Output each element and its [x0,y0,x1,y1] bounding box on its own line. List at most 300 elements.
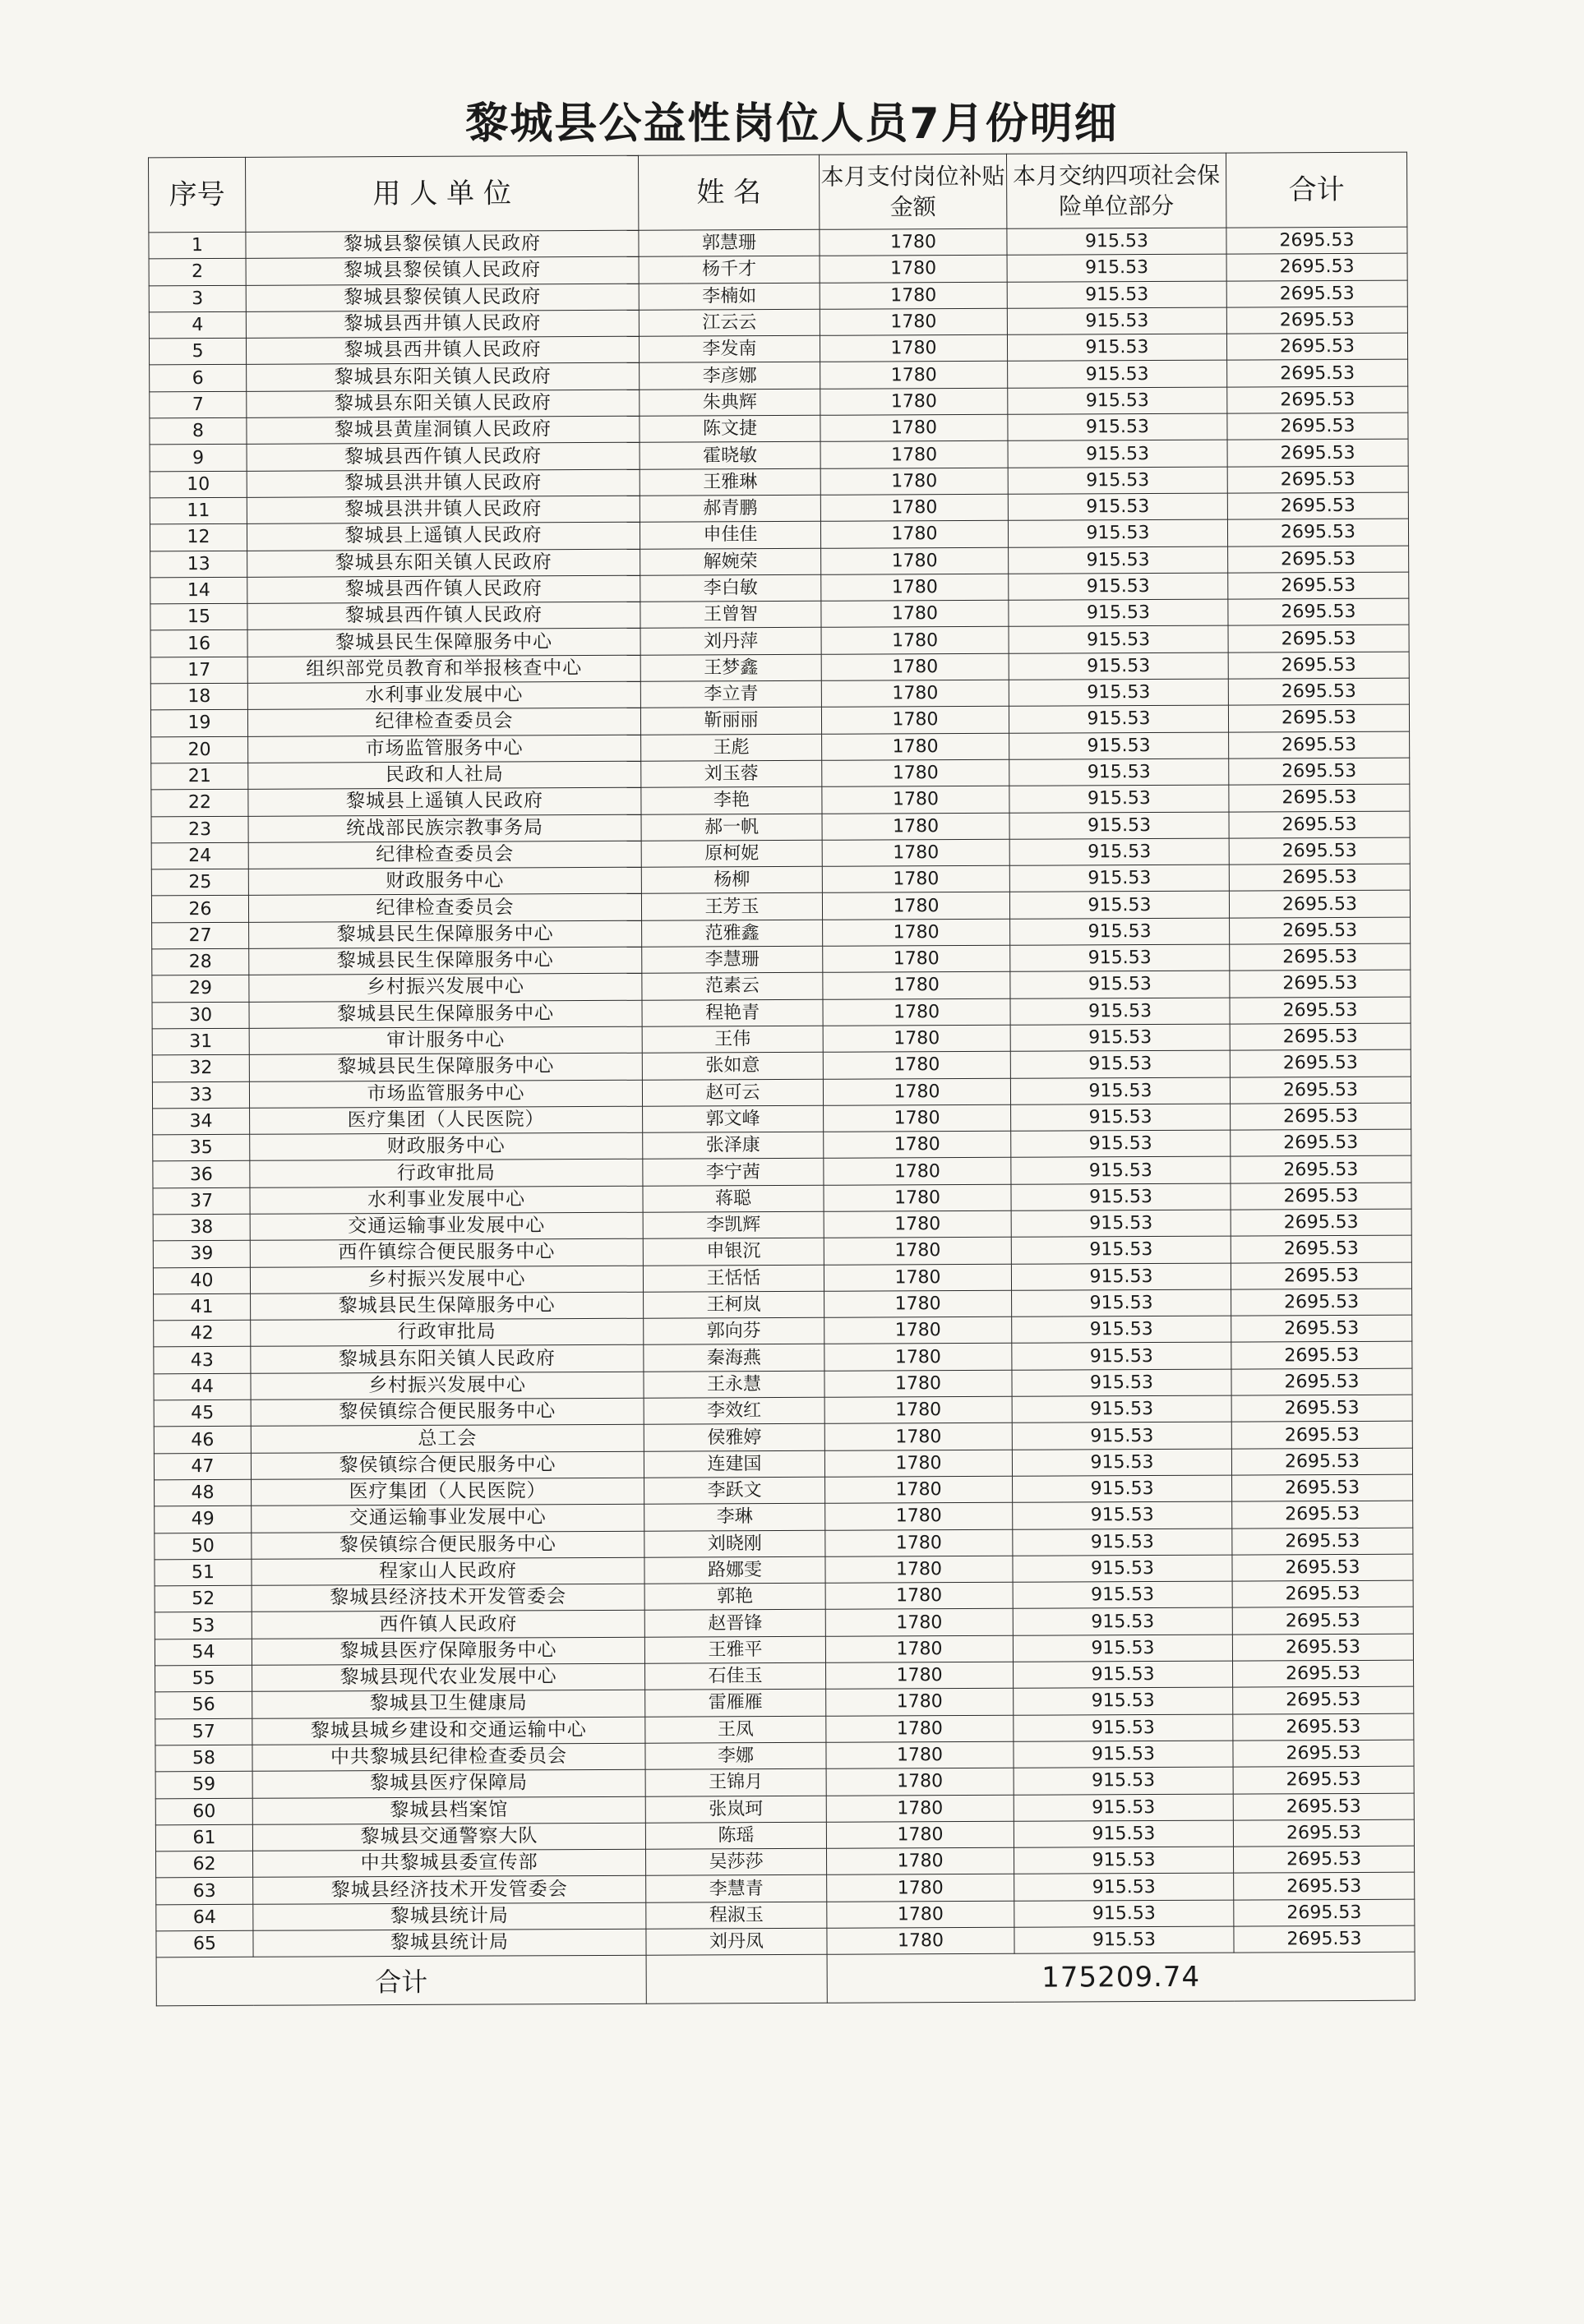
row-name: 程艳青 [642,999,823,1026]
row-total: 2695.53 [1230,970,1411,997]
row-insurance: 915.53 [1014,1900,1234,1927]
row-insurance: 915.53 [1010,1024,1230,1051]
row-total: 2695.53 [1233,1713,1414,1741]
row-subsidy: 1780 [824,1184,1011,1211]
row-total: 2695.53 [1232,1607,1413,1635]
row-subsidy: 1780 [825,1609,1013,1636]
row-subsidy: 1780 [824,1450,1012,1477]
header-seq: 序号 [149,157,246,233]
row-seq: 42 [154,1320,251,1347]
row-insurance: 915.53 [1009,865,1229,892]
row-insurance: 915.53 [1007,281,1226,308]
row-subsidy: 1780 [824,1264,1011,1291]
row-total: 2695.53 [1232,1580,1413,1607]
row-total: 2695.53 [1232,1634,1413,1661]
row-total: 2695.53 [1231,1103,1411,1130]
row-subsidy: 1780 [825,1582,1013,1609]
row-unit: 医疗集团（人民医院） [252,1478,644,1506]
row-name: 吴莎莎 [645,1848,826,1875]
row-seq: 7 [150,391,247,418]
row-insurance: 915.53 [1008,493,1227,520]
row-seq: 52 [155,1585,252,1612]
row-insurance: 915.53 [1014,1687,1233,1714]
row-insurance: 915.53 [1013,1501,1232,1529]
row-unit: 黎城县民生保障服务中心 [249,1000,642,1028]
row-total: 2695.53 [1227,492,1408,519]
row-insurance: 915.53 [1011,1156,1231,1183]
row-subsidy: 1780 [823,1051,1010,1078]
row-unit: 黎城县上遥镇人民政府 [248,787,641,815]
row-unit: 乡村振兴发展中心 [250,1266,643,1293]
row-seq: 38 [153,1214,250,1241]
row-unit: 审计服务中心 [249,1026,642,1054]
row-total: 2695.53 [1233,1846,1414,1873]
row-seq: 1 [149,232,246,259]
row-unit: 黎城县交通警察大队 [252,1823,645,1851]
row-name: 李宁茜 [643,1159,824,1186]
row-insurance: 915.53 [1014,1874,1234,1901]
header-total: 合计 [1226,152,1406,228]
row-total: 2695.53 [1229,837,1410,865]
row-name: 路娜雯 [644,1556,825,1584]
row-subsidy: 1780 [826,1662,1014,1689]
row-name: 李立青 [640,680,821,708]
row-insurance: 915.53 [1009,892,1229,919]
row-total: 2695.53 [1233,1819,1414,1847]
row-seq: 34 [153,1108,250,1135]
row-total: 2695.53 [1234,1925,1415,1953]
row-unit: 黎城县医疗保障服务中心 [252,1637,644,1665]
row-name: 霍晓敏 [640,442,820,469]
row-insurance: 915.53 [1011,1263,1231,1290]
row-total: 2695.53 [1230,1049,1411,1077]
row-unit: 黎城县民生保障服务中心 [249,1053,642,1081]
row-total: 2695.53 [1231,1209,1411,1236]
row-insurance: 915.53 [1009,759,1229,786]
row-name: 王恬恬 [643,1265,824,1292]
row-total: 2695.53 [1232,1528,1413,1555]
total-row [156,1952,1415,2006]
row-unit: 行政审批局 [251,1318,644,1346]
row-seq: 54 [155,1639,252,1666]
row-subsidy: 1780 [826,1768,1014,1795]
row-total: 2695.53 [1227,519,1408,546]
row-seq: 10 [150,471,247,498]
row-total: 2695.53 [1228,546,1409,573]
row-unit: 黎城县统计局 [253,1902,646,1930]
row-unit: 市场监管服务中心 [248,735,641,763]
row-seq: 32 [152,1055,249,1082]
row-insurance: 915.53 [1007,254,1226,281]
row-seq: 50 [155,1533,252,1560]
row-unit: 黎侯镇综合便民服务中心 [251,1451,644,1479]
row-subsidy: 1780 [821,600,1009,627]
row-unit: 黎城县西井镇人民政府 [246,310,639,338]
row-seq: 8 [150,417,247,445]
row-name: 石佳玉 [645,1662,826,1690]
row-insurance: 915.53 [1008,361,1227,388]
row-name: 李慧青 [646,1875,827,1902]
row-insurance: 915.53 [1012,1369,1231,1396]
row-unit: 水利事业发展中心 [247,681,640,709]
row-unit: 交通运输事业发展中心 [252,1504,644,1532]
row-insurance: 915.53 [1014,1794,1233,1821]
row-subsidy: 1780 [822,839,1009,866]
row-name: 赵可云 [642,1079,823,1106]
row-total: 2695.53 [1228,652,1409,679]
row-subsidy: 1780 [824,1370,1012,1397]
row-total: 2695.53 [1227,440,1408,467]
row-name: 郭艳 [644,1583,825,1610]
row-unit: 黎城县东阳关镇人民政府 [247,363,640,391]
row-subsidy: 1780 [824,1104,1011,1132]
row-total: 2695.53 [1229,731,1410,759]
row-total: 2695.53 [1228,704,1409,731]
row-name: 张泽康 [643,1132,824,1159]
row-total: 2695.53 [1233,1660,1414,1687]
row-insurance: 915.53 [1012,1422,1231,1449]
row-seq: 23 [151,816,248,843]
row-subsidy: 1780 [821,547,1009,574]
row-seq: 39 [153,1241,250,1268]
row-seq: 47 [154,1453,251,1480]
row-total: 2695.53 [1230,1077,1411,1104]
row-seq: 36 [153,1161,250,1188]
row-unit: 黎城县东阳关镇人民政府 [247,549,640,577]
row-subsidy: 1780 [824,1290,1012,1317]
row-unit: 黎城县东阳关镇人民政府 [251,1345,644,1373]
row-name: 王凤 [645,1716,826,1743]
row-subsidy: 1780 [827,1874,1014,1902]
row-unit: 总工会 [251,1425,644,1453]
row-total: 2695.53 [1234,1899,1415,1926]
row-unit: 黎城县城乡建设和交通运输中心 [252,1717,645,1745]
row-seq: 9 [150,445,247,472]
row-total: 2695.53 [1227,386,1408,413]
row-unit: 纪律检查委员会 [248,841,641,869]
row-name: 李慧珊 [642,946,823,973]
row-insurance: 915.53 [1007,334,1226,361]
row-seq: 44 [154,1373,251,1400]
grand-total: 175209.74 [827,1952,1415,2003]
row-subsidy: 1780 [824,1238,1011,1265]
row-unit: 黎城县西井镇人民政府 [246,336,639,364]
row-seq: 2 [149,259,246,286]
row-subsidy: 1780 [827,1927,1014,1954]
row-name: 李娜 [645,1742,826,1769]
row-insurance: 915.53 [1014,1741,1233,1768]
row-subsidy: 1780 [820,414,1008,441]
row-seq: 59 [155,1772,252,1799]
row-insurance: 915.53 [1011,1104,1231,1131]
row-name: 李发南 [639,335,820,362]
row-seq: 6 [150,365,247,392]
row-seq: 3 [149,285,246,312]
row-insurance: 915.53 [1010,998,1230,1025]
row-subsidy: 1780 [820,308,1007,335]
row-subsidy: 1780 [824,1158,1011,1185]
row-total: 2695.53 [1233,1686,1414,1713]
row-insurance: 915.53 [1013,1581,1232,1608]
row-subsidy: 1780 [822,759,1009,786]
row-seq: 53 [155,1612,252,1639]
row-seq: 49 [155,1506,252,1533]
row-subsidy: 1780 [825,1476,1013,1503]
row-total: 2695.53 [1234,1873,1415,1900]
row-insurance: 915.53 [1008,413,1227,440]
row-insurance: 915.53 [1014,1661,1233,1688]
row-subsidy: 1780 [826,1715,1014,1742]
row-subsidy: 1780 [825,1635,1013,1662]
row-name: 王彪 [641,734,822,761]
row-insurance: 915.53 [1007,228,1226,255]
row-subsidy: 1780 [826,1821,1014,1848]
row-insurance: 915.53 [1013,1555,1232,1582]
row-name: 陈瑶 [645,1822,826,1849]
row-insurance: 915.53 [1009,679,1228,706]
row-total: 2695.53 [1231,1129,1411,1156]
row-total: 2695.53 [1229,758,1410,785]
row-unit: 黎侯镇综合便民服务中心 [251,1398,644,1426]
row-seq: 61 [155,1824,252,1851]
row-name: 蒋聪 [643,1185,824,1212]
row-insurance: 915.53 [1009,573,1228,600]
row-insurance: 915.53 [1013,1608,1232,1635]
row-unit: 黎城县黎侯镇人民政府 [246,257,639,285]
row-seq: 65 [156,1930,253,1957]
row-insurance: 915.53 [1009,785,1229,812]
row-insurance: 915.53 [1009,652,1228,680]
row-unit: 西仵镇人民政府 [252,1611,644,1639]
row-insurance: 915.53 [1010,1077,1230,1104]
document-title: 黎城县公益性岗位人员7月份明细 [465,99,1119,149]
row-subsidy: 1780 [821,627,1009,654]
row-unit: 乡村振兴发展中心 [251,1372,644,1399]
row-seq: 29 [152,975,249,1003]
row-seq: 15 [150,603,247,630]
row-unit: 黎城县档案馆 [252,1796,645,1824]
row-subsidy: 1780 [820,256,1007,283]
row-name: 解婉荣 [640,548,821,575]
row-subsidy: 1780 [822,892,1009,920]
row-total: 2695.53 [1230,997,1411,1024]
row-subsidy: 1780 [824,1396,1012,1423]
row-name: 朱典辉 [640,389,820,416]
row-unit: 黎城县洪井镇人民政府 [247,469,640,497]
row-unit: 黎城县西仵镇人民政府 [247,443,640,471]
row-unit: 纪律检查委员会 [248,894,641,922]
row-unit: 黎城县上遥镇人民政府 [247,523,640,551]
row-unit: 黎城县东阳关镇人民政府 [247,390,640,417]
row-seq: 35 [153,1134,250,1161]
row-unit: 黎城县医疗保障局 [252,1769,645,1797]
row-seq: 58 [155,1745,252,1772]
row-subsidy: 1780 [824,1316,1012,1344]
header-row [149,152,1407,233]
row-name: 王永慧 [644,1371,824,1398]
row-unit: 黎城县民生保障服务中心 [249,947,642,975]
row-seq: 19 [150,710,247,737]
row-unit: 水利事业发展中心 [250,1186,643,1214]
row-subsidy: 1780 [822,733,1009,760]
row-seq: 46 [154,1427,251,1454]
row-name: 赵晋锋 [644,1610,825,1637]
row-name: 范素云 [642,973,823,1000]
row-subsidy: 1780 [821,680,1009,707]
row-unit: 乡村振兴发展中心 [249,974,642,1002]
row-unit: 黎城县民生保障服务中心 [247,629,640,657]
row-subsidy: 1780 [827,1901,1014,1928]
row-subsidy: 1780 [824,1131,1011,1158]
row-subsidy: 1780 [823,972,1010,999]
row-seq: 51 [155,1559,252,1586]
row-total: 2695.53 [1227,360,1408,387]
row-subsidy: 1780 [826,1689,1014,1716]
row-name: 陈文捷 [640,415,820,442]
row-subsidy: 1780 [821,653,1009,680]
row-unit: 纪律检查委员会 [247,708,640,736]
row-unit: 黎城县统计局 [253,1929,646,1957]
row-name: 张如意 [642,1052,823,1079]
header-insurance: 本月交纳四项社会保险单位部分 [1006,153,1226,228]
row-seq: 31 [152,1028,249,1055]
row-name: 王雅平 [644,1636,825,1663]
row-subsidy: 1780 [820,282,1007,309]
row-seq: 37 [153,1187,250,1215]
row-insurance: 915.53 [1013,1529,1232,1556]
row-seq: 41 [154,1293,251,1321]
row-total: 2695.53 [1230,1023,1411,1050]
row-unit: 黎城县黎侯镇人民政府 [246,284,639,311]
row-seq: 11 [150,497,247,524]
header-subsidy: 本月支付岗位补贴金额 [820,154,1007,229]
row-name: 李效红 [644,1397,824,1424]
row-subsidy: 1780 [825,1529,1013,1556]
row-name: 李琳 [644,1504,825,1531]
row-subsidy: 1780 [820,521,1008,548]
row-name: 原柯妮 [641,840,822,867]
row-total: 2695.53 [1230,917,1411,944]
header-unit: 用 人 单 位 [246,155,639,232]
row-insurance: 915.53 [1010,1050,1230,1077]
row-total: 2695.53 [1228,572,1409,599]
row-subsidy: 1780 [821,707,1009,734]
row-subsidy: 1780 [823,998,1010,1026]
row-insurance: 915.53 [1010,971,1230,998]
row-total: 2695.53 [1229,891,1410,918]
row-seq: 55 [155,1665,252,1692]
row-insurance: 915.53 [1008,467,1227,494]
row-total: 2695.53 [1227,413,1408,440]
row-subsidy: 1780 [820,388,1008,415]
row-name: 郝青鹏 [640,495,820,522]
row-subsidy: 1780 [821,574,1009,601]
row-seq: 64 [156,1904,253,1931]
row-name: 李楠如 [639,283,820,310]
row-name: 王梦鑫 [640,654,821,681]
row-subsidy: 1780 [822,813,1009,840]
row-name: 杨千才 [639,256,820,284]
row-total: 2695.53 [1232,1554,1413,1581]
row-name: 王雅琳 [640,468,820,496]
row-unit: 黎城县民生保障服务中心 [249,920,642,948]
row-seq: 22 [151,790,248,817]
row-insurance: 915.53 [1009,838,1229,865]
row-name: 秦海燕 [644,1344,824,1372]
row-unit: 黎城县卫生健康局 [252,1690,645,1718]
row-seq: 14 [150,577,247,604]
row-insurance: 915.53 [1009,732,1229,759]
row-total: 2695.53 [1233,1740,1414,1767]
row-insurance: 915.53 [1012,1316,1231,1343]
row-unit: 市场监管服务中心 [249,1080,642,1108]
row-unit: 黎城县黄崖洞镇人民政府 [247,416,640,444]
row-insurance: 915.53 [1012,1395,1231,1423]
row-seq: 4 [149,311,246,339]
row-seq: 27 [152,922,249,949]
row-total: 2695.53 [1232,1474,1413,1501]
row-insurance: 915.53 [1009,705,1228,732]
row-insurance: 915.53 [1008,519,1227,546]
row-insurance: 915.53 [1014,1820,1233,1847]
row-total: 2695.53 [1226,253,1407,280]
row-total: 2695.53 [1226,280,1407,307]
row-seq: 5 [149,339,246,366]
row-seq: 45 [154,1399,251,1427]
row-seq: 13 [150,551,247,578]
row-name: 王伟 [642,1026,823,1053]
row-total: 2695.53 [1231,1315,1412,1342]
row-unit: 统战部民族宗教事务局 [248,814,641,842]
row-name: 王芳玉 [641,893,822,920]
row-total: 2695.53 [1232,1501,1413,1528]
row-name: 刘丹凤 [646,1928,827,1955]
row-name: 王柯岚 [644,1291,824,1318]
row-total: 2695.53 [1231,1289,1412,1316]
row-total: 2695.53 [1231,1235,1411,1262]
row-subsidy: 1780 [820,468,1008,495]
row-name: 雷雁雁 [645,1690,826,1717]
row-unit: 中共黎城县委宣传部 [253,1849,646,1877]
row-seq: 62 [156,1851,253,1878]
row-insurance: 915.53 [1014,1767,1233,1794]
row-unit: 黎城县现代农业发展中心 [252,1663,645,1691]
row-seq: 26 [151,896,248,923]
row-name: 王锦月 [645,1768,826,1796]
row-seq: 48 [155,1479,252,1506]
row-seq: 24 [151,842,248,869]
row-unit: 西仵镇综合便民服务中心 [250,1239,643,1267]
row-unit: 组织部党员教育和举报核查中心 [247,655,640,683]
row-seq: 12 [150,524,247,551]
row-total: 2695.53 [1228,625,1409,652]
row-insurance: 915.53 [1011,1130,1231,1157]
row-total: 2695.53 [1231,1262,1411,1289]
row-total: 2695.53 [1229,784,1410,811]
row-seq: 56 [155,1692,252,1719]
row-unit: 黎侯镇综合便民服务中心 [252,1531,644,1559]
row-seq: 17 [150,657,247,684]
row-insurance: 915.53 [1011,1236,1231,1263]
row-subsidy: 1780 [823,919,1010,946]
row-subsidy: 1780 [822,865,1009,892]
row-name: 刘玉蓉 [641,760,822,787]
row-name: 李白敏 [640,574,821,602]
row-unit: 黎城县黎侯镇人民政府 [246,230,639,258]
total-label: 合计 [156,1956,646,2007]
row-subsidy: 1780 [826,1795,1014,1822]
row-insurance: 915.53 [1013,1475,1232,1502]
